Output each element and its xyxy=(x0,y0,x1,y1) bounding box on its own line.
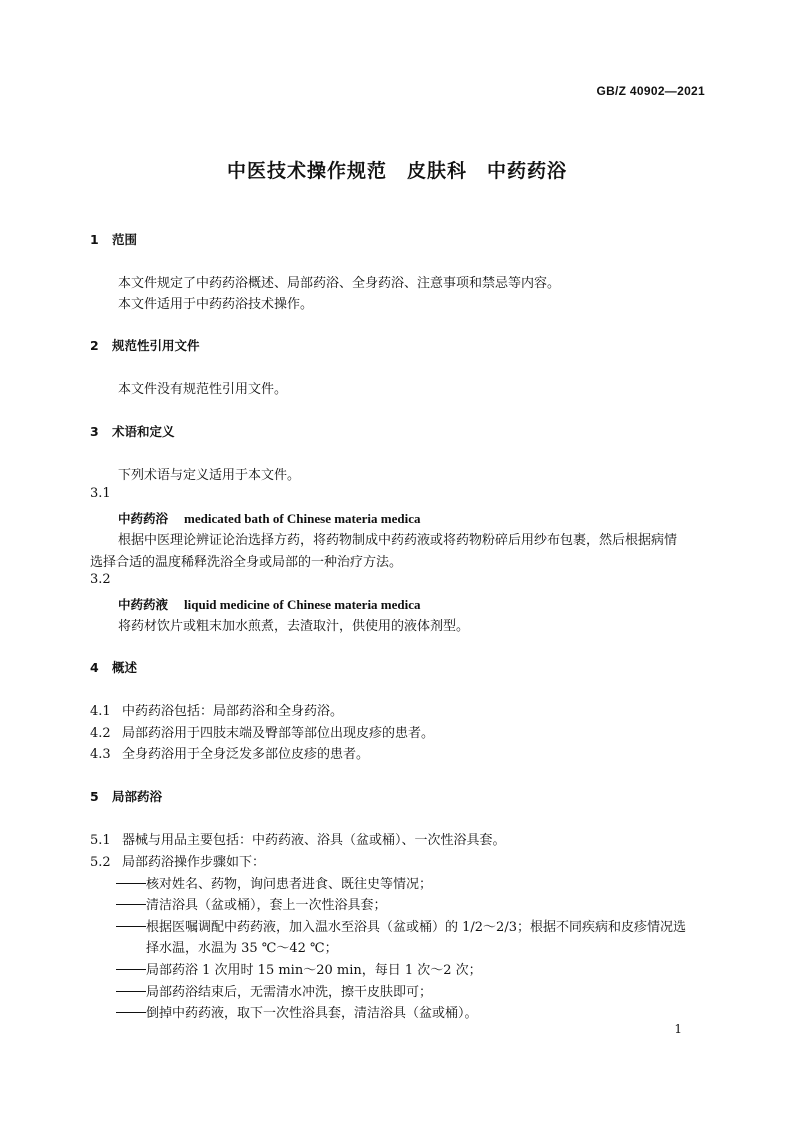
section-3-heading xyxy=(90,422,175,440)
section-number: 1 xyxy=(90,232,99,247)
section-4-heading xyxy=(90,658,137,676)
step-item xyxy=(116,873,432,892)
step-item xyxy=(116,981,432,1000)
term-number: 3.1 xyxy=(90,486,111,501)
clause-text: 中药药浴包括：局部药浴和全身药浴。 xyxy=(122,704,344,719)
step-item xyxy=(116,894,387,913)
section-5-heading xyxy=(90,787,162,805)
step-text: 根据医嘱调配中药药液，加入温水至浴具（盆或桶）的 1/2～2/3；根据不同疾病和皮疹情况选 xyxy=(146,920,686,935)
term-chinese: 中药药液 xyxy=(118,597,169,612)
section-number: 5 xyxy=(90,789,99,804)
clause xyxy=(90,851,265,870)
clause xyxy=(90,722,434,741)
paragraph: 本文件没有规范性引用文件。 xyxy=(118,382,288,397)
clause xyxy=(90,829,506,848)
paragraph: 下列术语与定义适用于本文件。 xyxy=(118,468,301,483)
dash-marker xyxy=(116,991,146,992)
section-1-heading xyxy=(90,230,137,248)
clause-text: 局部药浴用于四肢末端及臀部等部位出现皮疹的患者。 xyxy=(122,726,435,741)
step-text: 局部药浴 1 次用时 15 min～20 min，每日 1 次～2 次； xyxy=(146,963,482,978)
term-definition-cont: 选择合适的温度稀释洗浴全身或局部的一种治疗方法。 xyxy=(90,555,403,570)
clause-number: 4.2 xyxy=(90,726,111,741)
clause-number: 5.2 xyxy=(90,855,111,870)
clause xyxy=(90,743,369,762)
step-text-cont: 择水温，水温为 35 ℃～42 ℃； xyxy=(146,941,338,956)
term-english: medicated bath of Chinese materia medica xyxy=(184,511,421,526)
step-item xyxy=(116,1002,478,1021)
clause-number: 4.3 xyxy=(90,747,111,762)
section-2-heading xyxy=(90,336,200,354)
section-title: 术语和定义 xyxy=(112,424,175,439)
page-number: 1 xyxy=(674,1022,682,1036)
standard-number: GB/Z 40902—2021 xyxy=(596,84,705,98)
step-item xyxy=(116,959,482,978)
dash-marker xyxy=(116,926,146,927)
step-text: 倒掉中药药液，取下一次性浴具套，清洁浴具（盆或桶）。 xyxy=(146,1006,478,1021)
term-entry xyxy=(118,594,421,613)
clause-text: 器械与用品主要包括：中药药液、浴具（盆或桶）、一次性浴具套。 xyxy=(122,833,506,848)
clause-number: 5.1 xyxy=(90,833,111,848)
paragraph: 本文件适用于中药药浴技术操作。 xyxy=(118,297,314,312)
dash-marker xyxy=(116,969,146,970)
section-number: 4 xyxy=(90,660,99,675)
clause-number: 4.1 xyxy=(90,704,111,719)
dash-marker xyxy=(116,883,146,884)
paragraph: 本文件规定了中药药浴概述、局部药浴、全身药浴、注意事项和禁忌等内容。 xyxy=(118,276,561,291)
term-number: 3.2 xyxy=(90,572,111,587)
section-title: 范围 xyxy=(112,232,138,247)
step-item xyxy=(116,916,686,935)
clause-text: 局部药浴操作步骤如下： xyxy=(122,855,266,870)
section-title: 规范性引用文件 xyxy=(112,338,200,353)
step-text: 局部药浴结束后，无需清水冲洗，擦干皮肤即可； xyxy=(146,985,433,1000)
clause-text: 全身药浴用于全身泛发多部位皮疹的患者。 xyxy=(122,747,370,762)
dash-marker xyxy=(116,1012,146,1013)
section-number: 2 xyxy=(90,338,99,353)
section-title: 局部药浴 xyxy=(112,789,163,804)
term-definition: 将药材饮片或粗末加水煎煮，去渣取汁，供使用的液体剂型。 xyxy=(118,619,470,634)
step-text: 清洁浴具（盆或桶），套上一次性浴具套； xyxy=(146,898,387,913)
term-entry xyxy=(118,508,421,527)
document-title: 中医技术操作规范 皮肤科 中药药浴 xyxy=(226,160,567,182)
dash-marker xyxy=(116,904,146,905)
clause xyxy=(90,700,343,719)
term-definition: 根据中医理论辨证论治选择方药，将药物制成中药药液或将药物粉碎后用纱布包裹，然后根据病情 xyxy=(118,533,678,548)
term-english: liquid medicine of Chinese materia medica xyxy=(184,597,421,612)
section-title: 概述 xyxy=(112,660,138,675)
term-chinese: 中药药浴 xyxy=(118,511,169,526)
step-text: 核对姓名、药物，询问患者进食、既往史等情况； xyxy=(146,877,433,892)
section-number: 3 xyxy=(90,424,99,439)
